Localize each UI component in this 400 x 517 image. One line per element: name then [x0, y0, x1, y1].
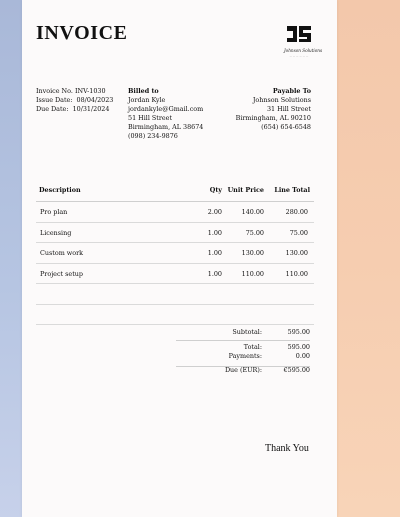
payments-value: 0.00 — [295, 352, 310, 360]
divider — [176, 340, 310, 341]
invoice-number: INV-1030 — [74, 87, 106, 95]
issue-date-label: Issue Date: — [36, 95, 73, 104]
row-line-total: 280.00 — [285, 208, 308, 216]
company-logo-tagline: — — — — — — — [289, 55, 309, 58]
header-qty: Qty — [209, 186, 222, 194]
due-value: €595.00 — [283, 366, 310, 374]
company-logo-script: Johnson Solutions — [284, 48, 323, 53]
thank-you-note: Thank You — [265, 443, 309, 454]
billed-to-block — [128, 87, 203, 140]
payable-to-phone: (654) 654-6548 — [261, 122, 311, 131]
payable-to-street: 31 Hill Street — [266, 104, 311, 113]
payable-to-name: Johnson Solutions — [252, 95, 311, 104]
due-date: 10/31/2024 — [72, 104, 110, 113]
billed-to-heading: Billed to — [128, 87, 159, 95]
issue-date: 08/04/2023 — [76, 95, 114, 104]
total-row — [176, 343, 310, 352]
row-description: Pro plan — [40, 208, 68, 216]
row-line-total: 130.00 — [285, 249, 308, 257]
total-value: 595.00 — [287, 343, 310, 351]
line-items-table — [36, 186, 314, 325]
table-row — [36, 223, 314, 244]
company-logo-mark — [287, 26, 311, 46]
row-qty: 2.00 — [207, 208, 222, 216]
payments-row — [176, 352, 310, 361]
payable-to-city: Birmingham, AL 90210 — [235, 113, 311, 122]
invoice-page — [22, 0, 337, 517]
background-right-panel — [337, 0, 400, 517]
table-row — [36, 243, 314, 264]
total-label: Total: — [243, 343, 262, 351]
row-qty: 1.00 — [207, 228, 222, 237]
row-line-total: 110.00 — [285, 269, 308, 278]
subtotal-label: Subtotal: — [232, 328, 262, 336]
due-date-label: Due Date: — [36, 104, 69, 113]
billed-to-city: Birmingham, AL 38674 — [128, 122, 204, 131]
row-unit-price: 140.00 — [241, 208, 264, 216]
billed-to-email: jordankyle@Gmail.com — [128, 104, 204, 113]
billed-to-name: Jordan Kyle — [128, 95, 166, 104]
billed-to-street: 51 Hill Street — [128, 113, 173, 122]
due-row — [176, 366, 310, 375]
payments-label: Payments: — [228, 352, 262, 360]
invoice-meta — [36, 87, 113, 114]
row-qty: 1.00 — [207, 269, 222, 278]
billed-to-phone: (098) 234-9876 — [128, 131, 178, 140]
payable-to-block — [236, 87, 311, 132]
payable-to-heading: Payable To — [272, 87, 311, 95]
table-header — [36, 186, 314, 202]
subtotal-value: 595.00 — [287, 328, 310, 336]
empty-table-row — [36, 305, 314, 326]
due-label: Due (EUR): — [224, 366, 262, 374]
invoice-number-label: Invoice No. — [36, 87, 73, 95]
empty-table-row — [36, 284, 314, 305]
table-row — [36, 264, 314, 285]
row-description: Licensing — [40, 228, 72, 237]
company-logo — [284, 24, 323, 64]
row-description: Custom work — [40, 249, 84, 257]
row-unit-price: 130.00 — [241, 249, 264, 257]
row-qty: 1.00 — [207, 249, 222, 257]
invoice-title: INVOICE — [36, 22, 128, 44]
row-unit-price: 110.00 — [241, 269, 264, 278]
subtotal-row — [176, 328, 310, 337]
header-line-total: Line Total — [274, 186, 310, 194]
header-description: Description — [39, 186, 81, 194]
totals-summary — [176, 328, 310, 375]
row-unit-price: 75.00 — [245, 228, 264, 237]
row-description: Project setup — [40, 269, 83, 278]
table-row — [36, 202, 314, 223]
header-unit-price: Unit Price — [227, 186, 264, 194]
row-line-total: 75.00 — [289, 228, 308, 237]
